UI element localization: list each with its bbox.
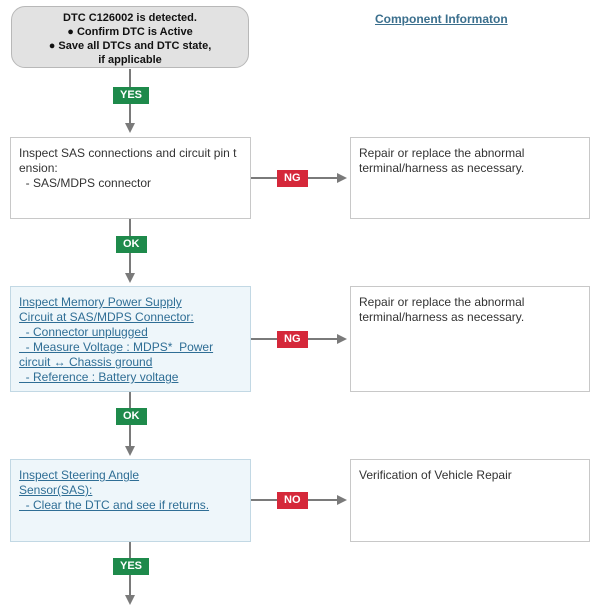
inspect-memory-power-box — [10, 286, 251, 392]
result2-line-2: terminal/harness as necessary. — [359, 310, 525, 324]
step3-line-1[interactable]: Inspect Steering Angle — [19, 468, 140, 482]
dtc-detected-box — [11, 6, 249, 68]
no-badge: NO — [277, 492, 308, 509]
step1-line-2: ension: — [19, 161, 58, 175]
ng-badge-2: NG — [277, 331, 308, 348]
result1-line-2: terminal/harness as necessary. — [359, 161, 525, 175]
step2-line-1[interactable]: Inspect Memory Power Supply — [19, 295, 182, 309]
ok-badge-2: OK — [116, 408, 147, 425]
save-dtc-line: ● Save all DTCs and DTC state, — [48, 40, 212, 52]
yes-badge-2: YES — [113, 558, 149, 575]
step2-line-2[interactable]: Circuit at SAS/MDPS Connector: — [19, 310, 194, 324]
step2-line-3[interactable]: - Connector unplugged — [19, 325, 148, 339]
if-applicable-line: if applicable — [98, 54, 162, 66]
step2-line-5[interactable]: circuit ↔ Chassis ground — [19, 355, 153, 369]
ng-badge-1: NG — [277, 170, 308, 187]
repair-harness-box-2 — [350, 286, 590, 392]
yes-badge-1: YES — [113, 87, 149, 104]
component-information-link[interactable]: Component Informaton — [375, 12, 508, 26]
step2-line-4[interactable]: - Measure Voltage : MDPS* Power — [19, 340, 214, 354]
dtc-detected-line: DTC C126002 is detected. — [63, 12, 197, 24]
result3-line-1: Verification of Vehicle Repair — [359, 468, 512, 482]
step1-line-3: - SAS/MDPS connector — [19, 176, 152, 190]
inspect-sas-connections-box — [10, 137, 251, 219]
verification-box — [350, 459, 590, 542]
step1-line-1: Inspect SAS connections and circuit pin t — [19, 146, 237, 160]
step2-line-6[interactable]: - Reference : Battery voltage — [19, 370, 179, 384]
repair-harness-box-1 — [350, 137, 590, 219]
step3-line-2[interactable]: Sensor(SAS): — [19, 483, 93, 497]
step3-line-3[interactable]: - Clear the DTC and see if returns. — [19, 498, 210, 512]
inspect-steering-angle-box — [10, 459, 251, 542]
result1-line-1: Repair or replace the abnormal — [359, 146, 525, 160]
confirm-dtc-line: ● Confirm DTC is Active — [67, 26, 193, 38]
ok-badge-1: OK — [116, 236, 147, 253]
result2-line-1: Repair or replace the abnormal — [359, 295, 525, 309]
